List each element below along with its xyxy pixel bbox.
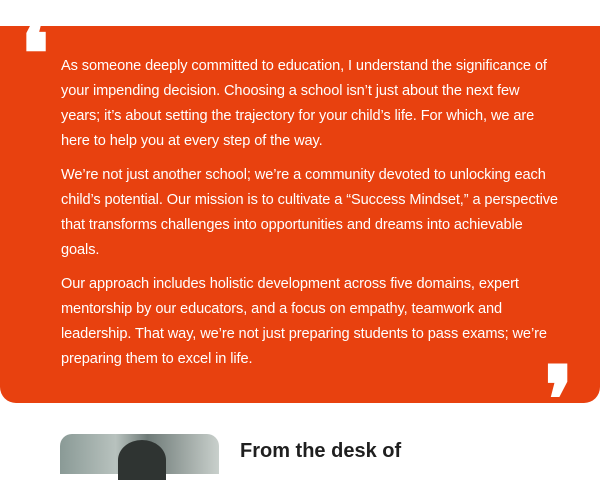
- testimonial-paragraph: We’re not just another school; we’re a community devoted to unlocking each child’s potential. Our mission is to cultivate a “Success Mindset,” a perspective that transforms challenges into opportunities and dreams into achievable goals.: [61, 167, 558, 258]
- principal-photo: [60, 434, 219, 474]
- testimonial-text: [61, 54, 561, 381]
- testimonial-paragraph: Our approach includes holistic development across five domains, expert mentorship by our educators, and a focus on empathy, teamwork and leadership. That way, we’re not just preparing students to pass exams; we’re preparing them to excel in life.: [61, 276, 547, 367]
- profile-caption: From the desk of: [240, 440, 402, 462]
- testimonial-paragraph: As someone deeply committed to education, I understand the significance of your impending decision. Choosing a school isn’t just about the next few years; it’s about setting the trajectory for your child’s life. For which, we are here to help you at every step of the way.: [61, 58, 547, 149]
- open-quote-icon: ❛: [20, 0, 50, 108]
- person-silhouette-icon: [118, 440, 166, 480]
- close-quote-icon: ❜: [544, 346, 574, 454]
